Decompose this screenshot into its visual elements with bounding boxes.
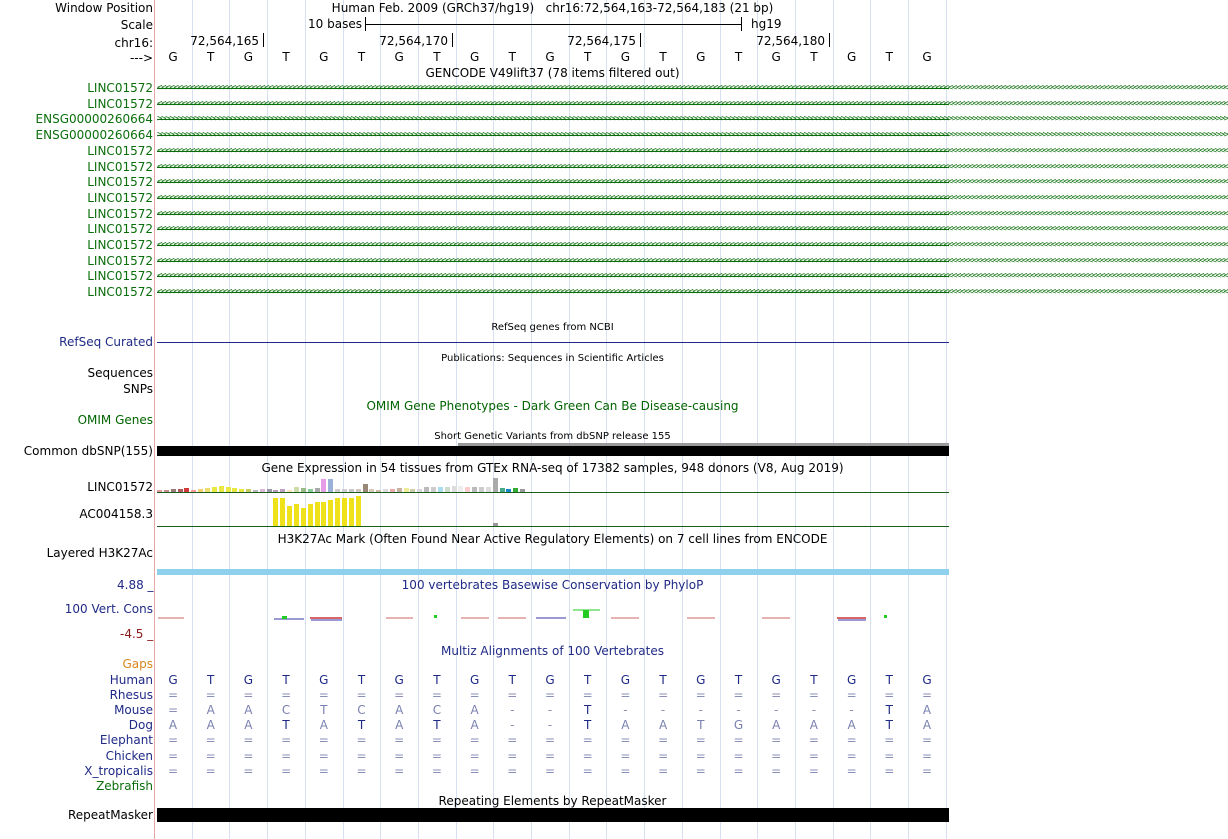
dna-base: G bbox=[620, 50, 631, 64]
ruler-position: 72,564,180 bbox=[756, 34, 825, 48]
multiz-base: = bbox=[469, 688, 480, 703]
multiz-base: = bbox=[582, 763, 593, 778]
dna-base: T bbox=[282, 50, 290, 64]
phylop-marks bbox=[158, 610, 887, 620]
gtex-bar-ac004158 bbox=[273, 498, 278, 526]
multiz-base: A bbox=[658, 718, 668, 733]
base-grid-line bbox=[343, 0, 344, 839]
multiz-species-label[interactable]: Rhesus bbox=[109, 688, 153, 703]
publications-track-title: Publications: Sequences in Scientific Articles bbox=[441, 353, 664, 364]
multiz-base: = bbox=[582, 748, 593, 763]
multiz-base: T bbox=[659, 673, 667, 687]
gencode-strand-arrows: <<<<<<<<<<<<<<<<<<<<<<<<<<<<<<<<<<<<<<<<<<<<<<<<<<<<<<<<<<<<<<<<<<<<<<<<<<<<<<<<<<<<<<<<<<<<<<<<<<<<<<<<<<<<<<<<<<<<<<<<<<<<<<<<<<<<<<<<<<<<<<<<<<<<<<<<<<<<<<<<<<<<<<<<<<<<<<<<<<<<<<<<<<<<<<<<<<<<<<<<<<<<<<<<<<<<<<<<<<<<<<<<<<<<<<<<<<<<<<<<<<<<<<<<<<<<<<<<<<<< bbox=[157, 83, 1228, 93]
multiz-base: = bbox=[695, 763, 706, 778]
gtex-label-linc01572[interactable]: LINC01572 bbox=[87, 480, 153, 494]
gencode-gene-label[interactable]: LINC01572 bbox=[87, 159, 153, 174]
multiz-base: G bbox=[733, 718, 744, 733]
multiz-base: = bbox=[394, 748, 405, 763]
phylop-label[interactable]: 100 Vert. Cons bbox=[64, 602, 153, 616]
multiz-base: = bbox=[695, 748, 706, 763]
multiz-base: T bbox=[282, 718, 290, 733]
multiz-base: = bbox=[469, 763, 480, 778]
scale-label: Scale bbox=[120, 18, 153, 32]
multiz-base: = bbox=[808, 733, 819, 748]
dbsnp-track-title: Short Genetic Variants from dbSNP release 155 bbox=[434, 431, 671, 442]
phylop-conservation-plot[interactable] bbox=[155, 600, 950, 630]
multiz-base: A bbox=[244, 703, 253, 718]
gencode-gene-label[interactable]: ENSG00000260664 bbox=[35, 112, 153, 127]
omim-track-title: OMIM Gene Phenotypes - Dark Green Can Be Disease-causing bbox=[366, 399, 739, 413]
gtex-bar-ac004158 bbox=[321, 502, 326, 526]
multiz-base: G bbox=[922, 673, 932, 687]
multiz-base: G bbox=[545, 673, 555, 687]
multiz-base: A bbox=[621, 718, 630, 733]
multiz-base: = bbox=[658, 688, 669, 703]
dna-base: T bbox=[734, 50, 743, 64]
publications-snps-label[interactable]: SNPs bbox=[123, 382, 153, 396]
multiz-base: = bbox=[167, 763, 179, 778]
multiz-base: A bbox=[922, 718, 932, 733]
h3k27ac-label[interactable]: Layered H3K27Ac bbox=[46, 546, 153, 560]
repeatmasker-element-bar[interactable] bbox=[157, 808, 949, 822]
multiz-base: = bbox=[507, 688, 518, 703]
multiz-base: - bbox=[736, 703, 741, 718]
multiz-base: - bbox=[510, 718, 515, 733]
multiz-base: = bbox=[281, 733, 292, 748]
multiz-base: = bbox=[808, 763, 819, 778]
multiz-base: T bbox=[885, 718, 893, 733]
base-grid-line bbox=[606, 0, 607, 839]
multiz-base: - bbox=[623, 703, 628, 718]
gencode-strand-arrows: <<<<<<<<<<<<<<<<<<<<<<<<<<<<<<<<<<<<<<<<<<<<<<<<<<<<<<<<<<<<<<<<<<<<<<<<<<<<<<<<<<<<<<<<<<<<<<<<<<<<<<<<<<<<<<<<<<<<<<<<<<<<<<<<<<<<<<<<<<<<<<<<<<<<<<<<<<<<<<<<<<<<<<<<<<<<<<<<<<<<<<<<<<<<<<<<<<<<<<<<<<<<<<<<<<<<<<<<<<<<<<<<<<<<<<<<<<<<<<<<<<<<<<<<<<<<<<<<<<<< bbox=[157, 224, 1228, 235]
gencode-gene-label[interactable]: LINC01572 bbox=[87, 190, 153, 205]
label-divider bbox=[154, 0, 155, 839]
dna-base: T bbox=[810, 50, 818, 64]
base-grid-line bbox=[720, 0, 721, 839]
multiz-base: A bbox=[395, 718, 404, 733]
multiz-base: A bbox=[244, 718, 253, 733]
gencode-gene-label[interactable]: LINC01572 bbox=[87, 143, 153, 158]
multiz-base: = bbox=[318, 748, 329, 763]
multiz-base: A bbox=[847, 718, 856, 733]
multiz-base: = bbox=[507, 733, 518, 748]
gtex-bar-ac004158 bbox=[280, 498, 285, 526]
publications-sequences-label[interactable]: Sequences bbox=[87, 366, 153, 380]
multiz-base: = bbox=[167, 703, 179, 718]
multiz-base: = bbox=[921, 733, 933, 748]
base-grid-line bbox=[456, 0, 457, 839]
base-grid-line bbox=[569, 0, 570, 839]
multiz-base: A bbox=[206, 703, 215, 718]
multiz-base: = bbox=[243, 763, 254, 778]
multiz-base: = bbox=[620, 733, 631, 748]
dbsnp-variant-bar[interactable] bbox=[157, 446, 949, 456]
multiz-base: T bbox=[282, 673, 290, 687]
dna-base: G bbox=[922, 50, 932, 64]
multiz-base: = bbox=[243, 748, 254, 763]
scale-bar-db: hg19 bbox=[751, 17, 782, 31]
gencode-strand-arrows: <<<<<<<<<<<<<<<<<<<<<<<<<<<<<<<<<<<<<<<<<<<<<<<<<<<<<<<<<<<<<<<<<<<<<<<<<<<<<<<<<<<<<<<<<<<<<<<<<<<<<<<<<<<<<<<<<<<<<<<<<<<<<<<<<<<<<<<<<<<<<<<<<<<<<<<<<<<<<<<<<<<<<<<<<<<<<<<<<<<<<<<<<<<<<<<<<<<<<<<<<<<<<<<<<<<<<<<<<<<<<<<<<<<<<<<<<<<<<<<<<<<<<<<<<<<<<<<<<<<< bbox=[157, 287, 1228, 298]
dna-base: G bbox=[319, 50, 329, 64]
scale-bar-right-tick bbox=[741, 17, 742, 31]
multiz-base: = bbox=[205, 763, 216, 778]
multiz-base: T bbox=[885, 703, 893, 718]
dna-base: G bbox=[545, 50, 555, 64]
gencode-strand-arrows: >>>>>>>>>>>>>>>>>>>>>>>>>>>>>>>>>>>>>>>>>>>>>>>>>>>>>>>>>>>>>>>>>>>>>>>>>>>>>>>>>>>>>>>>>>>>>>>>>>>>>>>>>>>>>>>>>>>>>>>>>>>>>>>>>>>>>>>>>>>>>>>>>>>>>>>>>>>>>>>>>>>>>>>>>>>>>>>>>>>>>>>>>>>>>>>>>>>>>>>>>>>>>>>>>>>>>>>>>>>>>>>>>>>>>>>>>>>>>>>>>>>>>>>>>>>>>>>>>>>> bbox=[157, 130, 1228, 141]
multiz-base: = bbox=[318, 733, 329, 748]
multiz-base: = bbox=[167, 748, 179, 763]
gtex-bar-linc01572 bbox=[321, 479, 326, 492]
window-position-label: Window Position bbox=[55, 1, 153, 15]
ruler-position: 72,564,165 bbox=[190, 34, 259, 48]
gencode-gene-label[interactable]: LINC01572 bbox=[87, 285, 153, 300]
gencode-strand-arrows: <<<<<<<<<<<<<<<<<<<<<<<<<<<<<<<<<<<<<<<<<<<<<<<<<<<<<<<<<<<<<<<<<<<<<<<<<<<<<<<<<<<<<<<<<<<<<<<<<<<<<<<<<<<<<<<<<<<<<<<<<<<<<<<<<<<<<<<<<<<<<<<<<<<<<<<<<<<<<<<<<<<<<<<<<<<<<<<<<<<<<<<<<<<<<<<<<<<<<<<<<<<<<<<<<<<<<<<<<<<<<<<<<<<<<<<<<<<<<<<<<<<<<<<<<<<<<<<<<<<< bbox=[157, 255, 1228, 266]
multiz-base: = bbox=[356, 688, 367, 703]
repeatmasker-label[interactable]: RepeatMasker bbox=[67, 808, 153, 822]
multiz-species-label[interactable]: Zebrafish bbox=[96, 778, 153, 793]
multiz-base: = bbox=[733, 748, 744, 763]
multiz-base: = bbox=[582, 733, 593, 748]
multiz-base: A bbox=[470, 718, 479, 733]
dna-base: T bbox=[357, 50, 366, 64]
base-grid-line bbox=[305, 0, 306, 839]
gtex-bar-ac004158 bbox=[308, 504, 313, 526]
multiz-base: = bbox=[846, 688, 857, 703]
multiz-base: A bbox=[809, 718, 818, 733]
gencode-track-title: GENCODE V49lift37 (78 items filtered out) bbox=[425, 66, 680, 80]
gtex-bar-ac004158 bbox=[287, 506, 292, 526]
multiz-base: T bbox=[433, 718, 441, 733]
multiz-base: = bbox=[544, 763, 556, 778]
dna-base: T bbox=[885, 50, 893, 64]
gencode-strand-arrows: <<<<<<<<<<<<<<<<<<<<<<<<<<<<<<<<<<<<<<<<<<<<<<<<<<<<<<<<<<<<<<<<<<<<<<<<<<<<<<<<<<<<<<<<<<<<<<<<<<<<<<<<<<<<<<<<<<<<<<<<<<<<<<<<<<<<<<<<<<<<<<<<<<<<<<<<<<<<<<<<<<<<<<<<<<<<<<<<<<<<<<<<<<<<<<<<<<<<<<<<<<<<<<<<<<<<<<<<<<<<<<<<<<<<<<<<<<<<<<<<<<<<<<<<<<<<<<<<<<<< bbox=[157, 271, 1228, 282]
multiz-base: = bbox=[620, 748, 631, 763]
ruler-position: 72,564,170 bbox=[379, 34, 448, 48]
multiz-base: T bbox=[734, 673, 743, 687]
multiz-base: = bbox=[243, 688, 254, 703]
multiz-base: = bbox=[281, 763, 292, 778]
multiz-base: = bbox=[582, 688, 593, 703]
multiz-base: = bbox=[469, 733, 480, 748]
dna-base: G bbox=[469, 50, 480, 64]
multiz-base: = bbox=[507, 748, 518, 763]
multiz-base: T bbox=[433, 673, 441, 687]
base-grid-line bbox=[380, 0, 381, 839]
multiz-base: = bbox=[658, 763, 669, 778]
dna-base: G bbox=[394, 50, 404, 64]
multiz-base: = bbox=[205, 748, 216, 763]
gtex-bar-ac004158 bbox=[315, 502, 320, 526]
base-grid-line bbox=[908, 0, 909, 839]
multiz-base: = bbox=[356, 748, 367, 763]
gencode-gene-label[interactable]: ENSG00000260664 bbox=[35, 128, 153, 143]
strand-label: ---> bbox=[129, 51, 153, 65]
multiz-base: T bbox=[508, 673, 516, 687]
gtex-bar-linc01572 bbox=[328, 479, 333, 492]
multiz-base: T bbox=[584, 703, 592, 718]
gtex-baseline-linc01572 bbox=[157, 492, 949, 493]
multiz-base: = bbox=[431, 733, 442, 748]
base-grid-line bbox=[833, 0, 834, 839]
h3k27ac-track-title: H3K27Ac Mark (Often Found Near Active Regulatory Elements) on 7 cell lines from ENCODE bbox=[277, 532, 828, 546]
multiz-base: = bbox=[884, 763, 895, 778]
multiz-base: T bbox=[207, 673, 215, 687]
gtex-label-ac004158[interactable]: AC004158.3 bbox=[79, 507, 153, 521]
multiz-base: = bbox=[318, 688, 329, 703]
multiz-base: = bbox=[356, 733, 367, 748]
gencode-strand-arrows: >>>>>>>>>>>>>>>>>>>>>>>>>>>>>>>>>>>>>>>>>>>>>>>>>>>>>>>>>>>>>>>>>>>>>>>>>>>>>>>>>>>>>>>>>>>>>>>>>>>>>>>>>>>>>>>>>>>>>>>>>>>>>>>>>>>>>>>>>>>>>>>>>>>>>>>>>>>>>>>>>>>>>>>>>>>>>>>>>>>>>>>>>>>>>>>>>>>>>>>>>>>>>>>>>>>>>>>>>>>>>>>>>>>>>>>>>>>>>>>>>>>>>>>>>>>>>>>>>>>> bbox=[157, 114, 1228, 125]
multiz-base: - bbox=[547, 718, 553, 733]
assembly-position-text: Human Feb. 2009 (GRCh37/hg19) chr16:72,564,163-72,564,183 (21 bp) bbox=[331, 1, 774, 15]
ruler-tick bbox=[829, 33, 830, 47]
multiz-base: = bbox=[921, 763, 933, 778]
multiz-base: C bbox=[432, 703, 442, 718]
gtex-track-title: Gene Expression in 54 tissues from GTEx RNA-seq of 17382 samples, 948 donors (V8, Aug 2019) bbox=[261, 461, 844, 475]
scale-bar-line bbox=[365, 24, 742, 25]
multiz-base: - bbox=[510, 703, 515, 718]
dbsnp-label[interactable]: Common dbSNP(155) bbox=[23, 444, 153, 458]
phylop-min-value: -4.5 _ bbox=[120, 627, 154, 641]
multiz-base: = bbox=[846, 748, 857, 763]
base-grid-line bbox=[418, 0, 419, 839]
gencode-gene-label[interactable]: LINC01572 bbox=[87, 96, 153, 111]
multiz-base: = bbox=[469, 748, 480, 763]
multiz-base: G bbox=[469, 673, 480, 687]
multiz-base: = bbox=[167, 688, 179, 703]
dna-base: G bbox=[168, 50, 178, 64]
multiz-base: A bbox=[206, 718, 215, 733]
multiz-base: - bbox=[811, 703, 817, 718]
multiz-base: G bbox=[168, 673, 178, 687]
multiz-base: - bbox=[849, 703, 854, 718]
refseq-track-title: RefSeq genes from NCBI bbox=[491, 322, 614, 333]
gencode-strand-arrows: <<<<<<<<<<<<<<<<<<<<<<<<<<<<<<<<<<<<<<<<<<<<<<<<<<<<<<<<<<<<<<<<<<<<<<<<<<<<<<<<<<<<<<<<<<<<<<<<<<<<<<<<<<<<<<<<<<<<<<<<<<<<<<<<<<<<<<<<<<<<<<<<<<<<<<<<<<<<<<<<<<<<<<<<<<<<<<<<<<<<<<<<<<<<<<<<<<<<<<<<<<<<<<<<<<<<<<<<<<<<<<<<<<<<<<<<<<<<<<<<<<<<<<<<<<<<<<<<<<<< bbox=[157, 145, 1228, 156]
base-grid-line bbox=[192, 0, 193, 839]
ruler-position: 72,564,175 bbox=[567, 34, 636, 48]
multiz-base: = bbox=[620, 763, 631, 778]
ruler-tick bbox=[452, 33, 453, 47]
dna-base: T bbox=[508, 50, 516, 64]
multiz-gaps-label: Gaps bbox=[122, 657, 153, 671]
multiz-base: = bbox=[167, 733, 179, 748]
gtex-bar-ac004158 bbox=[356, 496, 361, 526]
multiz-base: T bbox=[885, 673, 893, 687]
multiz-base: = bbox=[243, 733, 254, 748]
multiz-base: A bbox=[319, 718, 328, 733]
gencode-gene-label[interactable]: LINC01572 bbox=[87, 253, 153, 268]
multiz-base: C bbox=[357, 703, 366, 718]
multiz-base: - bbox=[660, 703, 666, 718]
multiz-species-label[interactable]: X_tropicalis bbox=[84, 763, 153, 778]
multiz-species-label[interactable]: Chicken bbox=[105, 748, 153, 763]
multiz-base: = bbox=[544, 688, 556, 703]
base-grid-line bbox=[493, 0, 494, 839]
gencode-strand-arrows: <<<<<<<<<<<<<<<<<<<<<<<<<<<<<<<<<<<<<<<<<<<<<<<<<<<<<<<<<<<<<<<<<<<<<<<<<<<<<<<<<<<<<<<<<<<<<<<<<<<<<<<<<<<<<<<<<<<<<<<<<<<<<<<<<<<<<<<<<<<<<<<<<<<<<<<<<<<<<<<<<<<<<<<<<<<<<<<<<<<<<<<<<<<<<<<<<<<<<<<<<<<<<<<<<<<<<<<<<<<<<<<<<<<<<<<<<<<<<<<<<<<<<<<<<<<<<<<<<<<< bbox=[157, 161, 1228, 172]
dna-base: G bbox=[243, 50, 254, 64]
gencode-strand-arrows: <<<<<<<<<<<<<<<<<<<<<<<<<<<<<<<<<<<<<<<<<<<<<<<<<<<<<<<<<<<<<<<<<<<<<<<<<<<<<<<<<<<<<<<<<<<<<<<<<<<<<<<<<<<<<<<<<<<<<<<<<<<<<<<<<<<<<<<<<<<<<<<<<<<<<<<<<<<<<<<<<<<<<<<<<<<<<<<<<<<<<<<<<<<<<<<<<<<<<<<<<<<<<<<<<<<<<<<<<<<<<<<<<<<<<<<<<<<<<<<<<<<<<<<<<<<<<<<<<<<< bbox=[157, 98, 1228, 109]
multiz-base: A bbox=[168, 718, 178, 733]
multiz-species-label[interactable]: Dog bbox=[128, 718, 153, 733]
gencode-strand-arrows: <<<<<<<<<<<<<<<<<<<<<<<<<<<<<<<<<<<<<<<<<<<<<<<<<<<<<<<<<<<<<<<<<<<<<<<<<<<<<<<<<<<<<<<<<<<<<<<<<<<<<<<<<<<<<<<<<<<<<<<<<<<<<<<<<<<<<<<<<<<<<<<<<<<<<<<<<<<<<<<<<<<<<<<<<<<<<<<<<<<<<<<<<<<<<<<<<<<<<<<<<<<<<<<<<<<<<<<<<<<<<<<<<<<<<<<<<<<<<<<<<<<<<<<<<<<<<<<<<<<< bbox=[157, 240, 1228, 250]
base-grid-line bbox=[267, 0, 268, 839]
multiz-base: T bbox=[320, 703, 328, 718]
gtex-bar-ac004158 bbox=[349, 498, 354, 526]
multiz-base: = bbox=[658, 733, 669, 748]
multiz-track-title: Multiz Alignments of 100 Vertebrates bbox=[440, 644, 665, 658]
multiz-base: = bbox=[846, 763, 857, 778]
multiz-base: A bbox=[470, 703, 479, 718]
dna-base: T bbox=[207, 50, 215, 64]
multiz-base: = bbox=[205, 733, 216, 748]
multiz-base: = bbox=[921, 688, 933, 703]
gencode-gene-label[interactable]: LINC01572 bbox=[87, 238, 153, 252]
base-grid-line bbox=[870, 0, 871, 839]
multiz-base: = bbox=[281, 748, 292, 763]
multiz-base: = bbox=[808, 748, 819, 763]
multiz-base: G bbox=[243, 673, 254, 687]
multiz-base: G bbox=[696, 673, 706, 687]
dna-base: T bbox=[584, 50, 592, 64]
multiz-base: = bbox=[695, 733, 706, 748]
gencode-gene-label[interactable]: LINC01572 bbox=[87, 175, 153, 190]
multiz-base: - bbox=[774, 703, 779, 718]
multiz-base: = bbox=[771, 733, 782, 748]
refseq-gene-line[interactable] bbox=[157, 342, 949, 343]
ruler-tick bbox=[263, 33, 264, 47]
gtex-bar-linc01572 bbox=[493, 478, 498, 492]
multiz-base: = bbox=[846, 733, 857, 748]
gencode-gene-label[interactable]: LINC01572 bbox=[87, 269, 153, 284]
multiz-base: = bbox=[771, 748, 782, 763]
multiz-base: = bbox=[884, 748, 895, 763]
multiz-base: - bbox=[547, 703, 553, 718]
gtex-bar-linc01572 bbox=[363, 484, 368, 492]
multiz-base: = bbox=[695, 688, 706, 703]
multiz-base: T bbox=[357, 673, 366, 687]
gencode-gene-label[interactable]: LINC01572 bbox=[87, 206, 153, 221]
omim-label[interactable]: OMIM Genes bbox=[77, 413, 153, 427]
multiz-base: T bbox=[697, 718, 705, 733]
multiz-base: - bbox=[698, 703, 703, 718]
gencode-gene-label[interactable]: LINC01572 bbox=[87, 81, 153, 95]
multiz-base: = bbox=[431, 688, 442, 703]
multiz-base: = bbox=[733, 733, 744, 748]
gtex-bar-ac004158 bbox=[294, 504, 299, 526]
phylop-track-title: 100 vertebrates Basewise Conservation by PhyloP bbox=[401, 578, 704, 592]
multiz-species-label[interactable]: Mouse bbox=[114, 703, 153, 718]
multiz-base: A bbox=[395, 703, 404, 718]
base-grid-line bbox=[795, 0, 796, 839]
ruler-tick bbox=[640, 33, 641, 47]
multiz-base: G bbox=[846, 673, 857, 687]
multiz-base: T bbox=[584, 718, 592, 733]
multiz-base: = bbox=[771, 763, 782, 778]
gencode-strand-arrows: <<<<<<<<<<<<<<<<<<<<<<<<<<<<<<<<<<<<<<<<<<<<<<<<<<<<<<<<<<<<<<<<<<<<<<<<<<<<<<<<<<<<<<<<<<<<<<<<<<<<<<<<<<<<<<<<<<<<<<<<<<<<<<<<<<<<<<<<<<<<<<<<<<<<<<<<<<<<<<<<<<<<<<<<<<<<<<<<<<<<<<<<<<<<<<<<<<<<<<<<<<<<<<<<<<<<<<<<<<<<<<<<<<<<<<<<<<<<<<<<<<<<<<<<<<<<<<<<<<<< bbox=[157, 192, 1228, 203]
gencode-strand-arrows: <<<<<<<<<<<<<<<<<<<<<<<<<<<<<<<<<<<<<<<<<<<<<<<<<<<<<<<<<<<<<<<<<<<<<<<<<<<<<<<<<<<<<<<<<<<<<<<<<<<<<<<<<<<<<<<<<<<<<<<<<<<<<<<<<<<<<<<<<<<<<<<<<<<<<<<<<<<<<<<<<<<<<<<<<<<<<<<<<<<<<<<<<<<<<<<<<<<<<<<<<<<<<<<<<<<<<<<<<<<<<<<<<<<<<<<<<<<<<<<<<<<<<<<<<<<<<<<<<<<< bbox=[157, 208, 1228, 219]
gtex-baseline-ac004158 bbox=[157, 526, 949, 527]
h3k27ac-signal-bar[interactable] bbox=[157, 569, 949, 575]
multiz-base: A bbox=[922, 703, 932, 718]
multiz-species-label[interactable]: Elephant bbox=[99, 733, 153, 748]
multiz-base: T bbox=[810, 673, 818, 687]
base-grid-line bbox=[531, 0, 532, 839]
chrom-label: chr16: bbox=[114, 36, 153, 50]
multiz-base: T bbox=[357, 718, 366, 733]
multiz-base: = bbox=[394, 763, 405, 778]
multiz-base: = bbox=[431, 763, 442, 778]
base-grid-line bbox=[644, 0, 645, 839]
multiz-base: G bbox=[319, 673, 329, 687]
gtex-bar-ac004158 bbox=[342, 498, 347, 526]
multiz-base: A bbox=[772, 718, 781, 733]
multiz-base: = bbox=[771, 688, 782, 703]
refseq-label[interactable]: RefSeq Curated bbox=[59, 335, 153, 349]
base-grid-line bbox=[229, 0, 230, 839]
dna-base: T bbox=[659, 50, 667, 64]
dna-base: G bbox=[771, 50, 781, 64]
repeatmasker-track-title: Repeating Elements by RepeatMasker bbox=[438, 794, 667, 808]
phylop-max-value: 4.88 _ bbox=[117, 578, 154, 592]
multiz-base: = bbox=[394, 733, 405, 748]
multiz-base: = bbox=[733, 688, 744, 703]
multiz-base: G bbox=[620, 673, 631, 687]
multiz-base: = bbox=[921, 748, 933, 763]
multiz-base: = bbox=[884, 733, 895, 748]
multiz-base: = bbox=[356, 763, 367, 778]
multiz-base: = bbox=[281, 688, 292, 703]
gencode-gene-label[interactable]: LINC01572 bbox=[87, 222, 153, 237]
multiz-base: = bbox=[544, 748, 556, 763]
multiz-base: C bbox=[281, 703, 291, 718]
dna-base: G bbox=[696, 50, 706, 64]
multiz-base: T bbox=[584, 673, 592, 687]
gtex-bar-ac004158 bbox=[328, 500, 333, 526]
multiz-base: = bbox=[733, 763, 744, 778]
multiz-base: = bbox=[620, 688, 631, 703]
base-grid-line bbox=[946, 0, 947, 839]
multiz-species-label[interactable]: Human bbox=[109, 673, 153, 687]
multiz-base: G bbox=[394, 673, 404, 687]
base-grid-line bbox=[757, 0, 758, 839]
multiz-base: G bbox=[771, 673, 781, 687]
gtex-bar-ac004158 bbox=[301, 508, 306, 526]
dna-base: G bbox=[846, 50, 857, 64]
gencode-strand-arrows: <<<<<<<<<<<<<<<<<<<<<<<<<<<<<<<<<<<<<<<<<<<<<<<<<<<<<<<<<<<<<<<<<<<<<<<<<<<<<<<<<<<<<<<<<<<<<<<<<<<<<<<<<<<<<<<<<<<<<<<<<<<<<<<<<<<<<<<<<<<<<<<<<<<<<<<<<<<<<<<<<<<<<<<<<<<<<<<<<<<<<<<<<<<<<<<<<<<<<<<<<<<<<<<<<<<<<<<<<<<<<<<<<<<<<<<<<<<<<<<<<<<<<<<<<<<<<<<<<<<< bbox=[157, 177, 1228, 188]
dna-base: T bbox=[433, 50, 441, 64]
multiz-base: = bbox=[507, 763, 518, 778]
base-grid-line bbox=[682, 0, 683, 839]
multiz-base: = bbox=[394, 688, 405, 703]
dbsnp-variant-bar-grey[interactable] bbox=[458, 443, 949, 446]
multiz-base: = bbox=[431, 748, 442, 763]
multiz-base: = bbox=[205, 688, 216, 703]
gtex-bar-ac004158 bbox=[335, 498, 340, 526]
multiz-base: = bbox=[658, 748, 669, 763]
multiz-base: = bbox=[884, 688, 895, 703]
multiz-base: = bbox=[808, 688, 819, 703]
multiz-base: = bbox=[318, 763, 329, 778]
scale-bar-text: 10 bases bbox=[308, 17, 362, 31]
multiz-base: = bbox=[544, 733, 556, 748]
